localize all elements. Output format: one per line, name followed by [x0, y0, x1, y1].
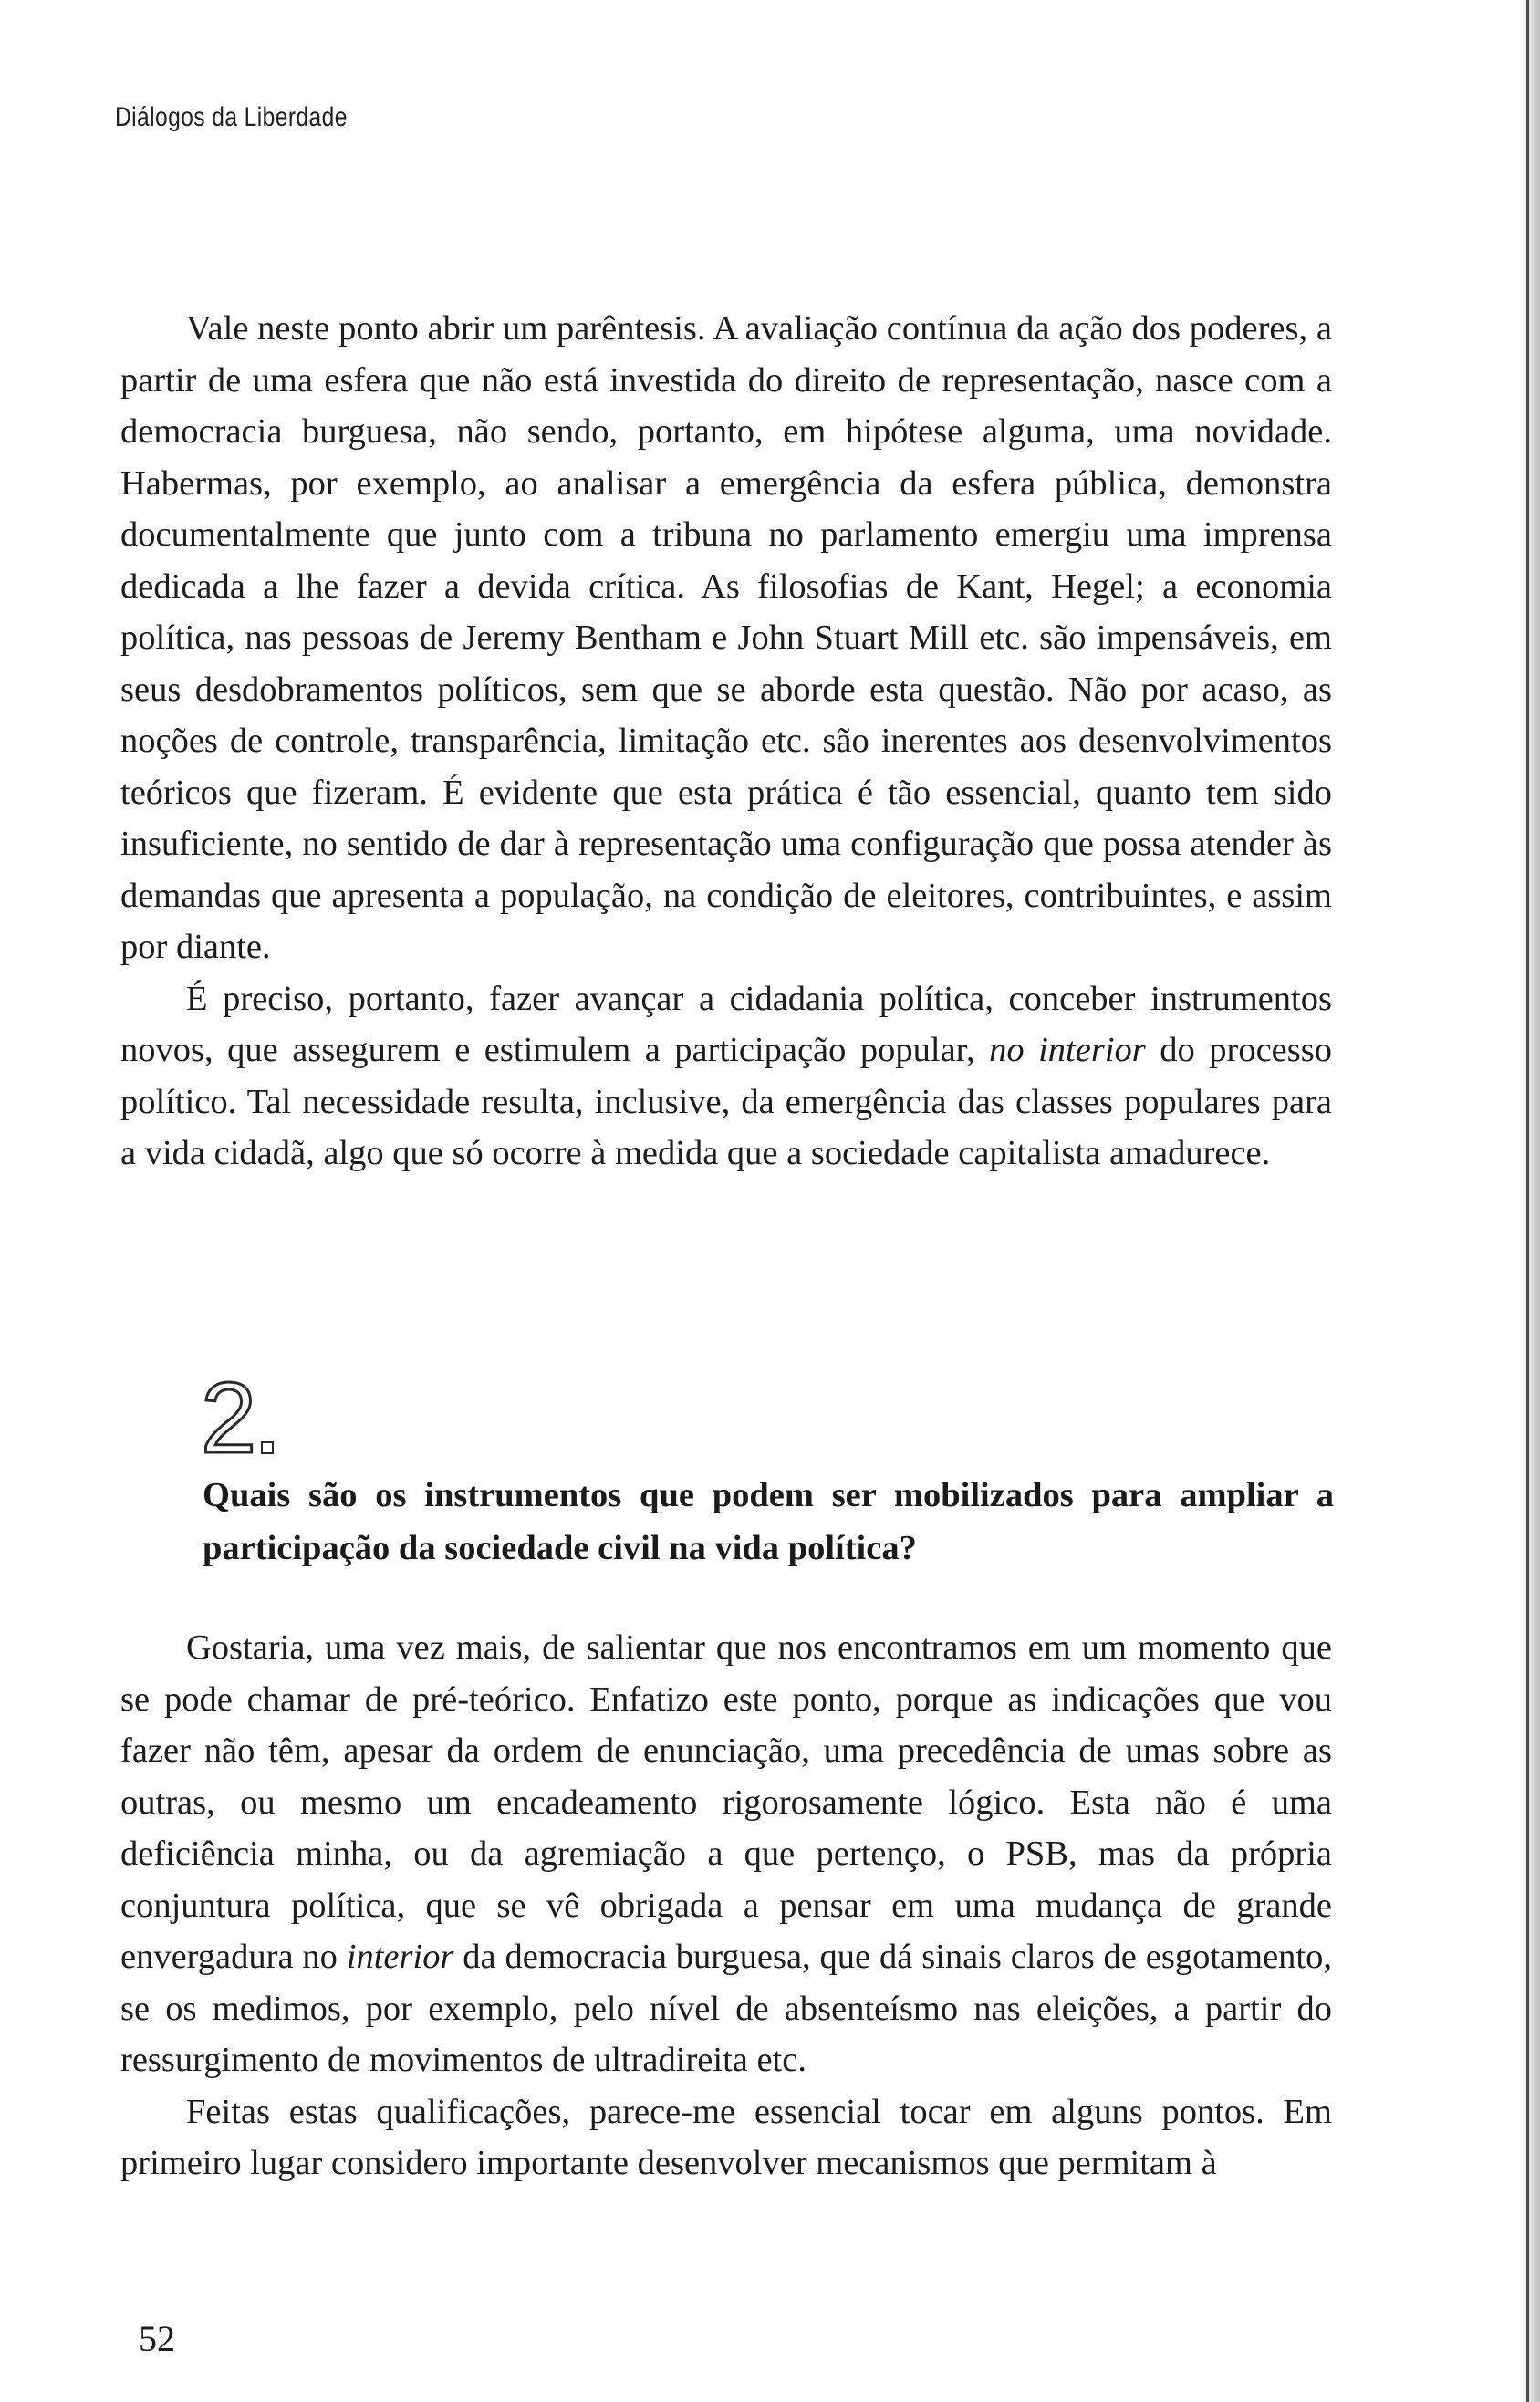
paragraph-text: Feitas estas qualificações, parece-me essencial tocar em alguns pontos. Em primeiro lugar considero importante desenvolver mecanismos que permitam à	[120, 2092, 1332, 2182]
emphasis-text: no interior	[989, 1031, 1146, 1069]
paragraph-text: da democracia burguesa, que dá sinais claros de esgotamento, se os medimos, por exemplo, pelo nível de absenteísmo nas eleições, a partir do ressurgimento de movimentos de ultradireita etc.	[120, 1938, 1332, 2079]
paragraph-text: É preciso, portanto, fazer avançar a cidadania política, conceber instrumentos novos, que assegurem e estimulem a participação popular,	[120, 979, 1332, 1069]
paragraph	[120, 303, 1332, 973]
paragraph	[120, 973, 1332, 1180]
paragraph-text: Vale neste ponto abrir um parêntesis. A avaliação contínua da ação dos poderes, a partir de uma esfera que não está investida do direito de representação, nasce com a democracia burguesa, não sendo, portanto, em hipótese alguma, uma novidade. Habermas, por exemplo, ao analisar a emergência da esfera pública, demonstra documentalmente que junto com a tribuna no parlamento emergiu uma imprensa dedicada a lhe fazer a devida crítica. As filosofias de Kant, Hegel; a economia política, nas pessoas de Jeremy Bentham e John Stuart Mill etc. são impensáveis, em seus desdobramentos políticos, sem que se aborde esta questão. Não por acaso, as noções de controle, transparência, limitação etc. são inerentes aos desenvolvimentos teóricos que fizeram. É evidente que esta prática é tão essencial, quanto tem sido insuficiente, no sentido de dar à representação uma configuração que possa atender às demandas que apresenta a população, na condição de eleitores, contribuintes, e assim por diante.	[120, 309, 1332, 966]
paragraph-text: do processo político. Tal necessidade resulta, inclusive, da emergência das classes populares para a vida cidadã, algo que só ocorre à medida que a sociedade capitalista amadurece.	[120, 1031, 1332, 1172]
emphasis-text: interior	[346, 1938, 454, 1976]
section-number-square-mark	[261, 1441, 274, 1454]
paragraph	[120, 2086, 1332, 2189]
running-head: Diálogos da Liberdade	[115, 102, 348, 132]
page-edge-line	[1526, 0, 1529, 2402]
paragraph-text: Gostaria, uma vez mais, de salientar que nos encontramos em um momento que se pode chamar de pré-teórico. Enfatizo este ponto, porque as indicações que vou fazer não têm, apesar da ordem de enunciação, uma precedência de umas sobre as outras, ou mesmo um encadeamento rigorosamente lógico. Esta não é uma deficiência minha, ou da agremiação a que pertenço, o PSB, mas da própria conjuntura política, que se vê obrigada a pensar em uma mudança de grande envergadura no	[120, 1628, 1332, 1976]
page-number: 52	[139, 2318, 175, 2359]
section-question-heading: Quais são os instrumentos que podem ser mobilizados para ampliar a participação da sociedade civil na vida política?	[203, 1476, 1334, 1567]
section-two-text	[120, 1622, 1332, 2189]
section-one-text	[120, 303, 1332, 1180]
section-number: 2	[201, 1362, 255, 1474]
paragraph	[120, 1622, 1332, 2086]
